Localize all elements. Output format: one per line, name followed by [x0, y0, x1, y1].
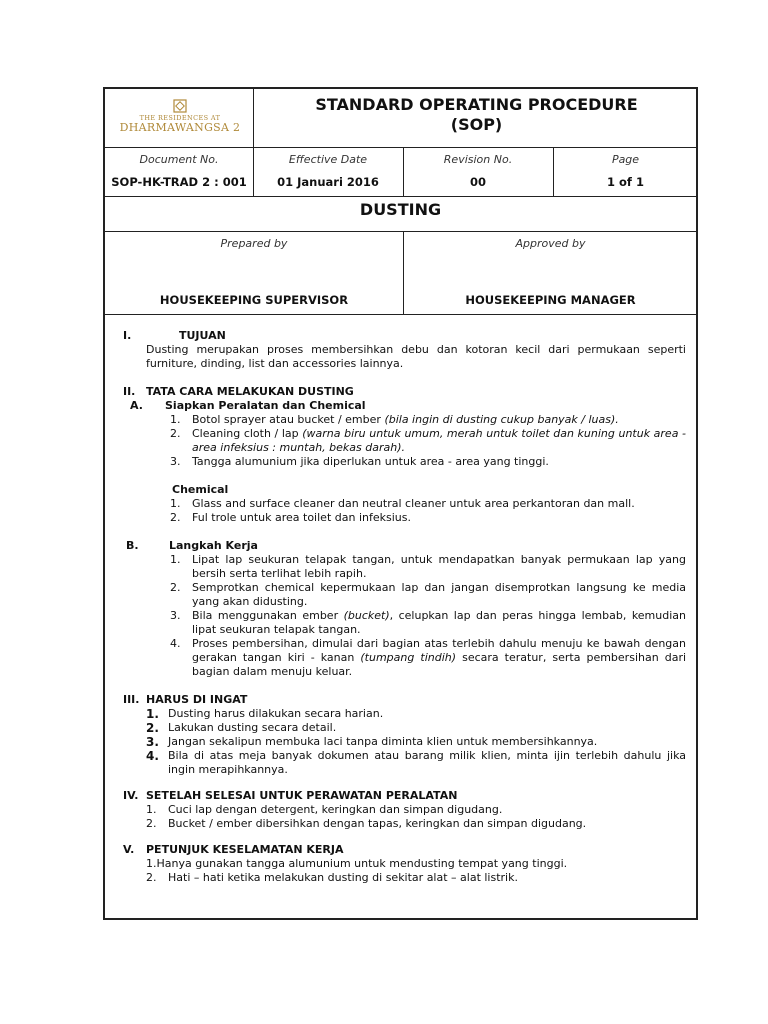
section-perawatan	[123, 789, 686, 803]
section-title: SETELAH SELESAI UNTUK PERAWATAN PERALATAN	[146, 789, 458, 802]
item-number: 4.	[146, 749, 159, 763]
item-text: Bila menggunakan ember	[192, 609, 339, 622]
prepared-by-label: Prepared by	[220, 237, 288, 250]
item-number: 3.	[170, 609, 181, 622]
list-item	[123, 581, 686, 609]
subsection-letter: B.	[126, 539, 139, 552]
section-number: IV.	[123, 789, 139, 802]
list-item	[123, 637, 686, 679]
logo-line1: THE RESIDENCES AT	[139, 114, 221, 122]
section-title: PETUNJUK KESELAMATAN KERJA	[146, 843, 344, 856]
prepared-by-value: HOUSEKEEPING SUPERVISOR	[159, 293, 349, 307]
item-text: secara teratur, serta pembersihan dari bagian dalam menuju keluar.	[192, 651, 687, 678]
section-title: TATA CARA MELAKUKAN DUSTING	[146, 385, 354, 398]
revision-label: Revision No.	[443, 153, 513, 166]
item-number: 1.	[170, 413, 181, 426]
section-title: TUJUAN	[179, 329, 226, 342]
list-item	[123, 707, 686, 721]
item-text: Semprotkan chemical kepermukaan lap dan jangan disemprotkan langsung ke media yang akan didusting.	[192, 581, 686, 608]
list-item	[123, 427, 686, 455]
row-divider	[105, 147, 696, 148]
list-item	[123, 511, 686, 525]
item-note: (bila ingin di dusting cukup banyak / luas).	[384, 413, 619, 426]
doc-no-label: Document No.	[139, 153, 219, 166]
list-item	[123, 413, 686, 427]
item-text: Tangga alumunium jika diperlukan untuk area - area yang tinggi.	[192, 455, 549, 468]
item-text: Hati – hati ketika melakukan dusting di sekitar alat – alat listrik.	[168, 871, 518, 884]
row-divider	[105, 314, 696, 315]
item-number: 1.	[170, 553, 181, 566]
item-number: 1.	[170, 497, 181, 510]
list-item: 1.Hanya gunakan tangga alumunium untuk mendusting tempat yang tinggi.	[146, 857, 568, 870]
item-text: , celupkan lap dan peras hingga lembab, kemudian lipat seukuran telapak tangan.	[192, 609, 686, 636]
list-item	[123, 817, 686, 831]
item-number: 2.	[146, 817, 157, 830]
subsection-title: Siapkan Peralatan dan Chemical	[165, 399, 366, 412]
list-item	[123, 735, 686, 749]
section-number: V.	[123, 843, 135, 856]
approved-by-value: HOUSEKEEPING MANAGER	[465, 293, 636, 307]
item-text: Lipat lap seukuran telapak tangan, untuk mendapatkan banyak permukaan lap yang bersih serta terlihat lebih rapih.	[192, 553, 686, 580]
item-text: Dusting harus dilakukan secara harian.	[168, 707, 384, 720]
subsection-a	[123, 399, 686, 413]
title-line2: (SOP)	[450, 115, 503, 134]
item-text: Jangan sekalipun membuka laci tanpa diminta klien untuk membersihkannya.	[168, 735, 598, 748]
section-tujuan	[123, 329, 686, 343]
item-number: 2.	[146, 721, 159, 735]
revision-value: 00	[469, 175, 486, 189]
list-item	[123, 609, 686, 637]
section-number: III.	[123, 693, 140, 706]
item-number: 1.	[146, 803, 157, 816]
list-item	[123, 721, 686, 735]
item-number: 2.	[170, 511, 181, 524]
subsection-b	[123, 539, 686, 553]
approved-by-label: Approved by	[515, 237, 586, 250]
sop-body	[123, 329, 686, 885]
item-note: (warna biru untuk umum, merah untuk toilet dan kuning untuk area - area infeksius : muntah, bekas darah).	[192, 427, 687, 454]
section-keselamatan	[123, 843, 686, 857]
item-number: 2.	[170, 427, 181, 440]
item-text: Cuci lap dengan detergent, keringkan dan simpan digudang.	[168, 803, 503, 816]
title-line1: STANDARD OPERATING PROCEDURE	[315, 95, 638, 114]
section-title: HARUS DI INGAT	[146, 693, 248, 706]
logo-line2: DHARMAWANGSA 2	[119, 121, 241, 134]
section-number: I.	[123, 329, 132, 342]
page-title	[255, 95, 698, 135]
page-label: Page	[611, 153, 640, 166]
item-text: Ful trole untuk area toilet dan infeksius.	[192, 511, 411, 524]
row-divider	[105, 231, 696, 232]
item-number: 4.	[170, 637, 181, 650]
item-text: Bucket / ember dibersihkan dengan tapas, keringkan dan simpan digudang.	[168, 817, 587, 830]
subsection-title: Langkah Kerja	[169, 539, 258, 552]
company-logo	[115, 99, 245, 139]
tujuan-text: Dusting merupakan proses membersihkan debu dan kotoran kecil dari permukaan seperti furniture, dinding, list dan accessories lainnya.	[146, 343, 686, 370]
chemical-title: Chemical	[172, 483, 229, 496]
item-text: Cleaning cloth / lap	[192, 427, 299, 440]
item-number: 2.	[146, 871, 157, 884]
list-item	[123, 803, 686, 817]
effective-date-value: 01 Januari 2016	[277, 175, 379, 189]
effective-date-label: Effective Date	[288, 153, 368, 166]
logo-emblem-icon	[173, 99, 187, 113]
document-title: DUSTING	[359, 200, 442, 219]
list-item	[123, 749, 686, 777]
item-text: Lakukan dusting secara detail.	[168, 721, 337, 734]
item-number: 2.	[170, 581, 181, 594]
list-item	[123, 871, 686, 885]
item-text: Bila di atas meja banyak dokumen atau barang milik klien, minta ijin terlebih dahulu jika ingin merapihkannya.	[168, 749, 686, 776]
list-item	[123, 455, 686, 469]
item-text: Glass and surface cleaner dan neutral cleaner untuk area perkantoran dan mall.	[192, 497, 635, 510]
item-number: 3.	[170, 455, 181, 468]
item-number: 3.	[146, 735, 159, 749]
doc-no-value: SOP-HK-TRAD 2 : 001	[111, 175, 247, 189]
item-text: Proses pembersihan, dimulai dari bagian atas terlebih dahulu menuju ke bawah dengan gerakan tangan kiri - kanan	[192, 637, 686, 664]
section-harus-di-ingat	[123, 693, 686, 707]
list-item	[123, 553, 686, 581]
section-number: II.	[123, 385, 136, 398]
item-note: (bucket)	[343, 609, 390, 622]
sop-document	[103, 87, 698, 920]
subsection-letter: A.	[130, 399, 143, 412]
item-note: (tumpang tindih)	[360, 651, 457, 664]
item-number: 1.	[146, 707, 159, 721]
list-item	[123, 497, 686, 511]
item-text: Botol sprayer atau bucket / ember	[192, 413, 381, 426]
section-tata-cara	[123, 385, 686, 399]
page-value: 1 of 1	[607, 175, 644, 189]
row-divider	[105, 196, 696, 197]
